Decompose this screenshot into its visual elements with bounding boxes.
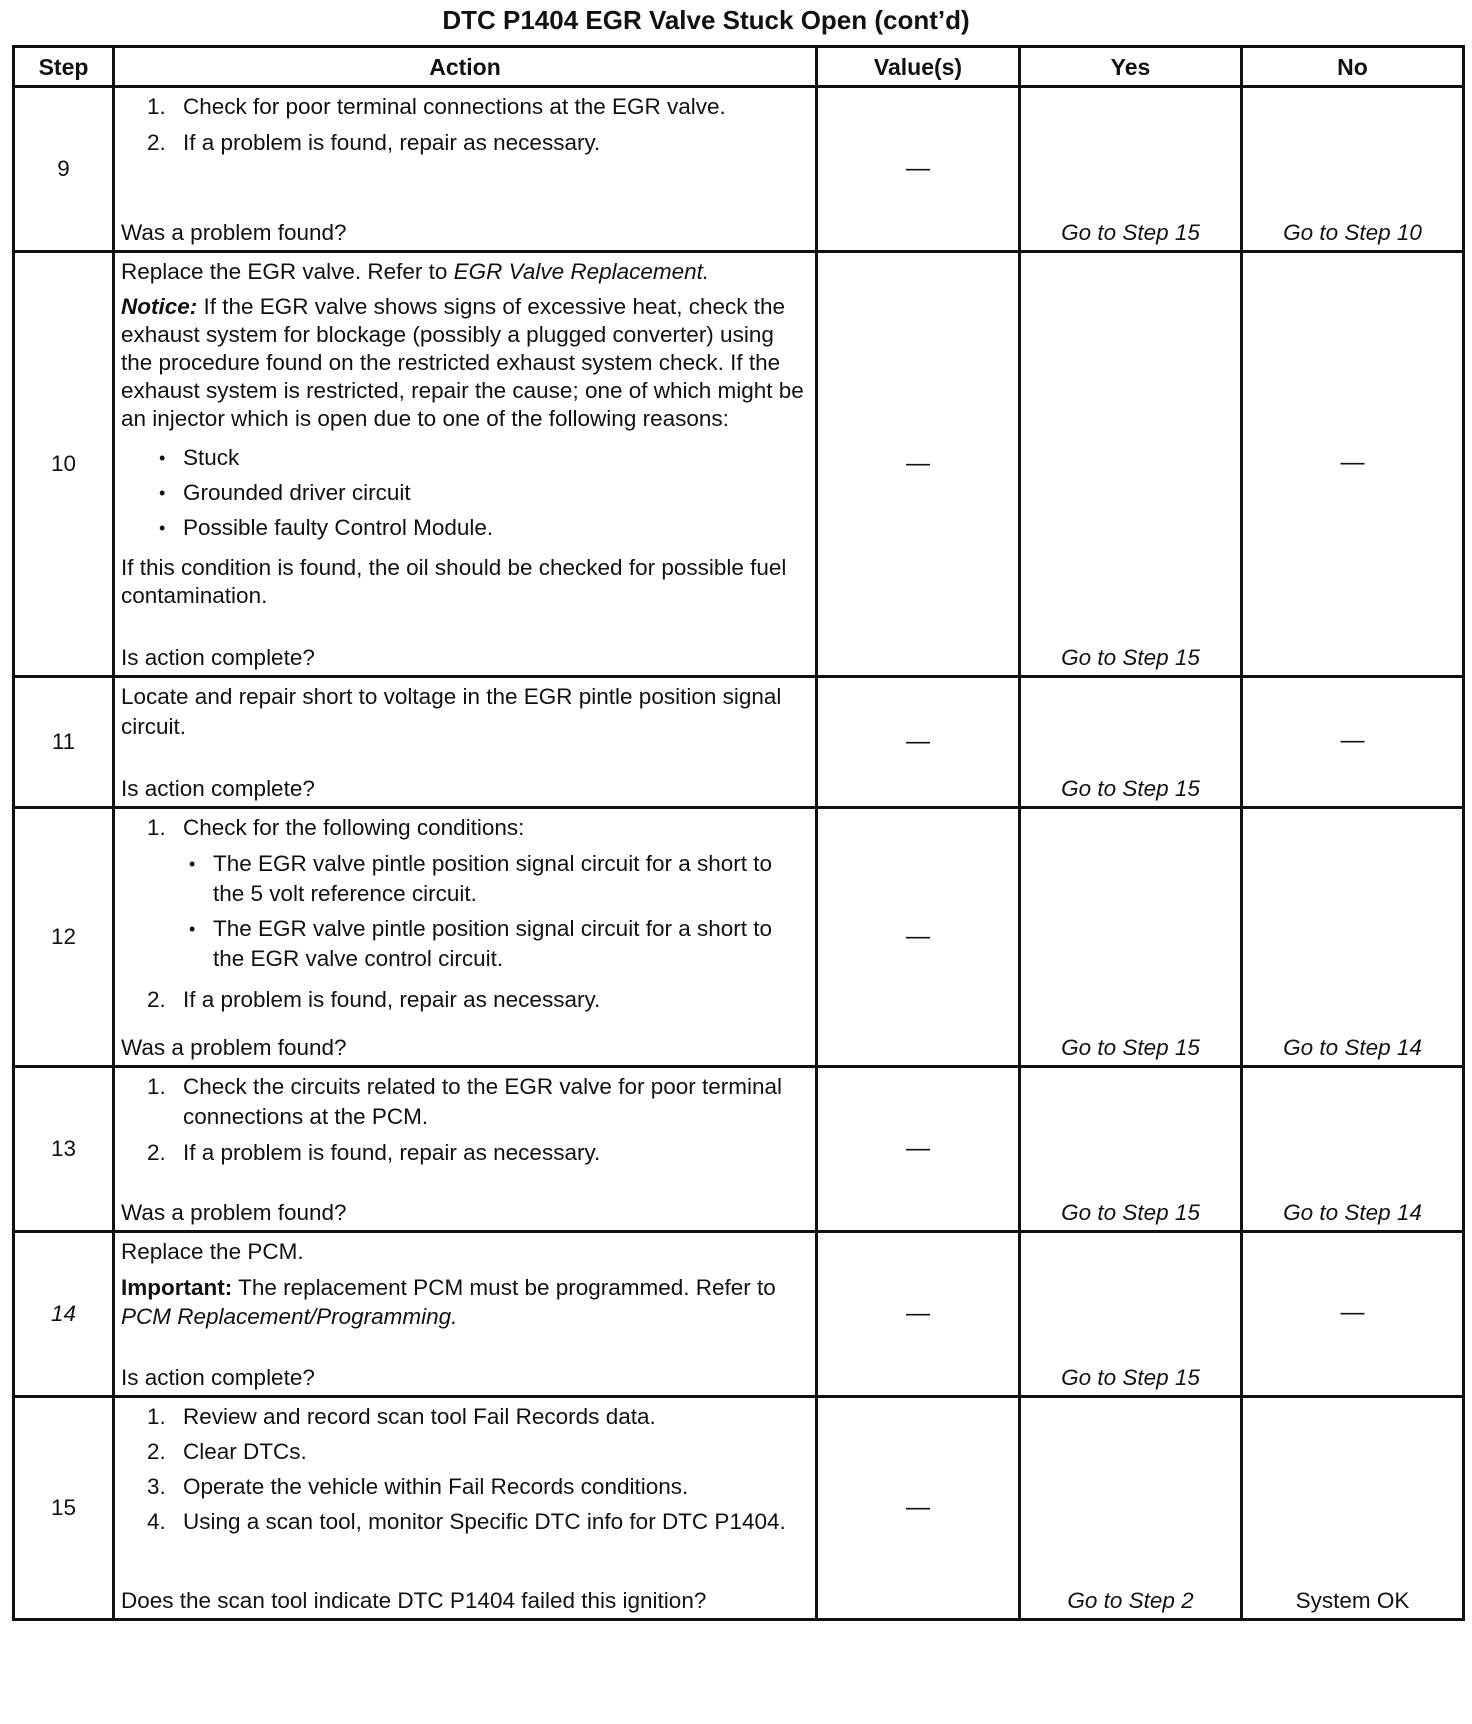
important-text: The replacement PCM must be programmed. Refer to <box>232 1275 776 1300</box>
table-row-step-11 <box>14 677 1464 808</box>
yes-link[interactable]: Go to Step 15 <box>1020 252 1242 677</box>
no-link[interactable]: Go to Step 14 <box>1242 1067 1464 1232</box>
item-number: 3. <box>147 1474 166 1499</box>
question-text: Was a problem found? <box>121 1200 347 1225</box>
no-cell <box>1242 677 1464 808</box>
header-row <box>14 47 1464 87</box>
list-item <box>121 849 809 909</box>
step-number: 13 <box>14 1067 114 1232</box>
question-text: Was a problem found? <box>121 220 347 245</box>
step-number: 12 <box>14 808 114 1067</box>
step-number: 9 <box>14 87 114 252</box>
item-text: Review and record scan tool Fail Records data. <box>183 1404 656 1429</box>
no-link[interactable]: Go to Step 14 <box>1242 808 1464 1067</box>
question-text: Is action complete? <box>121 645 315 670</box>
item-number: 2. <box>147 130 166 155</box>
item-text: If a problem is found, repair as necessary. <box>183 130 601 155</box>
item-text: Grounded driver circuit <box>183 480 411 505</box>
bullet-icon: • <box>159 448 166 468</box>
list-item <box>121 1138 809 1168</box>
action-cell <box>114 252 817 677</box>
table-row-step-12 <box>14 808 1464 1067</box>
list-item <box>121 914 809 974</box>
yes-link[interactable]: Go to Step 2 <box>1020 1397 1242 1620</box>
conditions-list <box>121 849 809 979</box>
list-item <box>121 1072 809 1132</box>
table-row-step-14 <box>14 1232 1464 1397</box>
item-text: If a problem is found, repair as necessary. <box>183 1140 601 1165</box>
yes-link[interactable]: Go to Step 15 <box>1020 87 1242 252</box>
question-text: Does the scan tool indicate DTC P1404 failed this ignition? <box>121 1588 707 1613</box>
dash: — <box>1340 449 1365 476</box>
action-steps <box>121 1402 809 1537</box>
list-item <box>121 813 809 843</box>
list-item <box>121 1472 809 1502</box>
item-number: 1. <box>147 94 166 119</box>
notice-label: Notice: <box>121 294 198 319</box>
item-text: Operate the vehicle within Fail Records conditions. <box>183 1474 689 1499</box>
notice-paragraph <box>121 293 809 433</box>
list-item <box>121 1437 809 1467</box>
item-text: Check for the following conditions: <box>183 815 525 840</box>
dash: — <box>1340 727 1365 754</box>
list-item <box>121 443 809 473</box>
table-row-step-13 <box>14 1067 1464 1232</box>
dash: — <box>1340 1299 1365 1326</box>
item-number: 2. <box>147 1140 166 1165</box>
bullet-icon: • <box>189 854 196 874</box>
action-steps <box>121 813 809 849</box>
bullet-icon: • <box>159 483 166 503</box>
header-no: No <box>1242 47 1464 87</box>
list-item <box>121 478 809 508</box>
dash: — <box>906 1300 930 1327</box>
item-text: Possible faulty Control Module. <box>183 515 494 540</box>
action-cell <box>114 1067 817 1232</box>
values-cell <box>817 87 1020 252</box>
no-link[interactable]: Go to Step 10 <box>1242 87 1464 252</box>
dash: — <box>906 1494 930 1521</box>
item-number: 2. <box>147 987 166 1012</box>
dash: — <box>906 155 930 182</box>
header-values: Value(s) <box>817 47 1020 87</box>
replace-instruction <box>121 257 809 287</box>
important-label: Important: <box>121 1275 233 1300</box>
action-cell <box>114 677 817 808</box>
header-step: Step <box>14 47 114 87</box>
action-steps <box>121 1072 809 1174</box>
item-text: Check the circuits related to the EGR valve for poor terminal connections at the PCM. <box>183 1074 783 1129</box>
replace-text: Replace the EGR valve. Refer to <box>121 259 454 284</box>
header-action: Action <box>114 47 817 87</box>
yes-link[interactable]: Go to Step 15 <box>1020 1232 1242 1397</box>
values-cell <box>817 1232 1020 1397</box>
item-text: Using a scan tool, monitor Specific DTC info for DTC P1404. <box>183 1509 786 1534</box>
list-item <box>121 1507 809 1537</box>
bullet-icon: • <box>189 919 196 939</box>
item-number: 4. <box>147 1509 166 1534</box>
replace-reference-link[interactable]: EGR Valve Replacement. <box>453 259 710 284</box>
bullet-icon: • <box>159 518 166 538</box>
yes-link[interactable]: Go to Step 15 <box>1020 677 1242 808</box>
page-title-text: DTC P1404 EGR Valve Stuck Open (cont’d) <box>442 5 970 35</box>
step-number: 15 <box>14 1397 114 1620</box>
pcm-reference-link[interactable]: PCM Replacement/Programming. <box>121 1304 458 1329</box>
values-cell <box>817 1067 1020 1232</box>
action-cell <box>114 1232 817 1397</box>
action-text: Locate and repair short to voltage in the EGR pintle position signal circuit. <box>121 684 782 739</box>
notice-text: If the EGR valve shows signs of excessive heat, check the exhaust system for blockage (possibly a plugged converter) using the procedure found on the restricted exhaust system check. If the exhaust system is restricted, repair the cause; one of which might be an injector which is open due to one of the following reasons: <box>121 294 804 431</box>
yes-link[interactable]: Go to Step 15 <box>1020 1067 1242 1232</box>
important-paragraph <box>121 1273 809 1331</box>
no-cell <box>1242 1232 1464 1397</box>
item-text: Stuck <box>183 445 240 470</box>
header-yes: Yes <box>1020 47 1242 87</box>
action-cell <box>114 1397 817 1620</box>
question-text: Is action complete? <box>121 1365 315 1390</box>
question-text: Was a problem found? <box>121 1035 347 1060</box>
item-number: 1. <box>147 1074 166 1099</box>
item-number: 1. <box>147 1404 166 1429</box>
list-item <box>121 513 809 543</box>
no-result: System OK <box>1242 1397 1464 1620</box>
values-cell <box>817 808 1020 1067</box>
item-text: Clear DTCs. <box>183 1439 307 1464</box>
dash: — <box>906 450 930 477</box>
list-item <box>121 128 809 158</box>
page-title <box>0 0 1472 40</box>
question-text: Is action complete? <box>121 776 315 801</box>
item-number: 2. <box>147 1439 166 1464</box>
item-text: If a problem is found, repair as necessary. <box>183 987 601 1012</box>
dash: — <box>906 923 930 950</box>
item-text: The EGR valve pintle position signal circuit for a short to the 5 volt reference circuit. <box>213 851 773 906</box>
step-number: 10 <box>14 252 114 677</box>
action-steps-continued <box>121 985 809 1021</box>
step-number: 14 <box>14 1232 114 1397</box>
list-item <box>121 92 809 122</box>
reasons-list <box>121 443 809 548</box>
item-text: Check for poor terminal connections at the EGR valve. <box>183 94 726 119</box>
action-steps <box>121 92 809 164</box>
values-cell <box>817 1397 1020 1620</box>
table-row-step-9 <box>14 87 1464 252</box>
action-cell <box>114 808 817 1067</box>
dash: — <box>906 1135 930 1162</box>
item-text: The EGR valve pintle position signal circuit for a short to the EGR valve control circuit. <box>213 916 773 971</box>
table-row-step-10 <box>14 252 1464 677</box>
values-cell <box>817 252 1020 677</box>
item-number: 1. <box>147 815 166 840</box>
action-cell <box>114 87 817 252</box>
values-cell <box>817 677 1020 808</box>
action-text: Replace the PCM. <box>121 1239 304 1264</box>
no-cell <box>1242 252 1464 677</box>
dash: — <box>906 728 930 755</box>
diagnostic-table <box>12 45 1465 1621</box>
list-item <box>121 985 809 1015</box>
list-item <box>121 1402 809 1432</box>
table-row-step-15 <box>14 1397 1464 1620</box>
followup-text: If this condition is found, the oil should be checked for possible fuel contamination. <box>121 555 787 608</box>
yes-link[interactable]: Go to Step 15 <box>1020 808 1242 1067</box>
step-number: 11 <box>14 677 114 808</box>
